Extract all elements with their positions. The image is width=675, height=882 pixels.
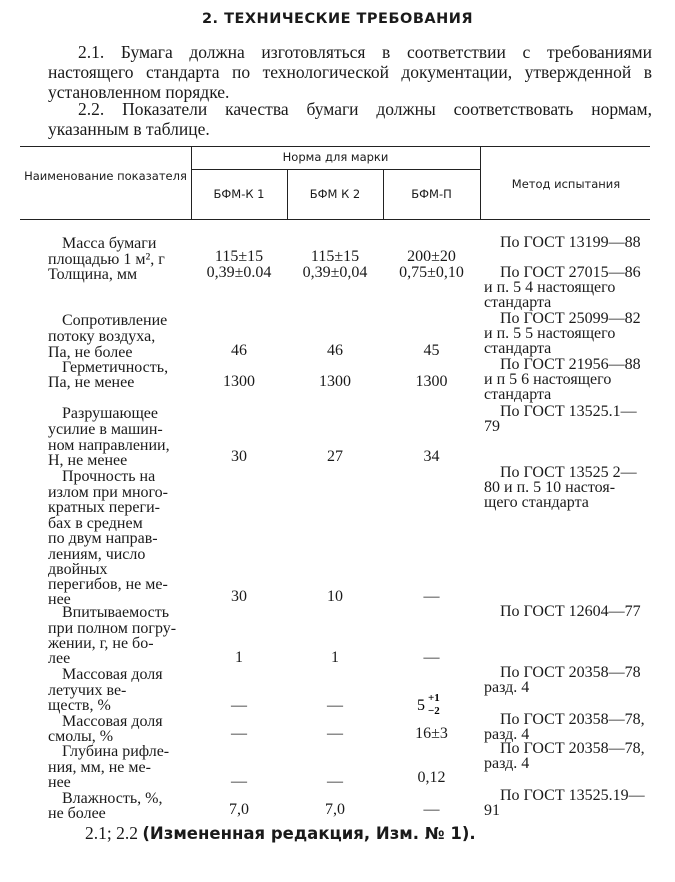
row-folding-strength-name-line: кратных переги- xyxy=(48,499,160,516)
header-grade-bfm-k1: БФМ-К 1 xyxy=(213,187,265,201)
row-corrugation-depth-method: По ГОСТ 20358—78, разд. 4 xyxy=(484,740,645,772)
row-volatiles-value-k1: — xyxy=(231,697,247,714)
row-corrugation-depth-name-line: ния, мм, не ме- xyxy=(48,759,151,776)
row-breaking-force-name-line: Разрушающее xyxy=(62,405,159,422)
row-mass-value-k1: 115±15 xyxy=(214,248,264,265)
row-mass-method: По ГОСТ 13199—88 xyxy=(500,234,641,251)
row-moisture-method: По ГОСТ 13525.19— 91 xyxy=(484,787,645,819)
row-resistance-name-line: потоку воздуха, xyxy=(48,328,156,345)
row-resin-value-k1: — xyxy=(231,725,247,742)
row-absorbency-name-line: жении, г, не бо- xyxy=(48,635,154,652)
table-header-bottom-rule xyxy=(20,219,650,220)
section-title: 2. ТЕХНИЧЕСКИЕ ТРЕБОВАНИЯ xyxy=(201,11,474,27)
row-mass-value-p: 200±20 xyxy=(407,248,456,265)
row-resistance-value-k2: 46 xyxy=(327,342,343,359)
row-folding-strength-value-k2: 10 xyxy=(327,588,343,605)
row-tightness-name-line: Герметичность, xyxy=(62,359,169,376)
row-volatiles-value-p xyxy=(383,690,480,720)
row-breaking-force-value-k1: 30 xyxy=(231,448,247,465)
row-absorbency-value-k1: 1 xyxy=(235,649,243,666)
svg-text:5: 5 xyxy=(417,697,425,714)
row-breaking-force-value-k2: 27 xyxy=(327,448,343,465)
row-volatiles-value-k2: — xyxy=(327,697,343,714)
row-volatiles-method: По ГОСТ 20358—78 разд. 4 xyxy=(484,664,641,696)
row-resistance-method: По ГОСТ 25099—82 и п. 5 5 настоящего стандарта xyxy=(484,310,641,357)
row-breaking-force-name-line: Н, не менее xyxy=(48,452,128,469)
row-resin-method: По ГОСТ 20358—78, разд. 4 xyxy=(484,711,645,743)
row-corrugation-depth-value-k1: — xyxy=(231,773,247,790)
row-thickness-method: По ГОСТ 27015—86 и п. 5 4 настоящего стандарта xyxy=(484,264,641,311)
row-folding-strength-value-p: — xyxy=(423,588,440,605)
row-folding-strength-name-line: излом при много- xyxy=(48,484,168,501)
row-breaking-force-method: По ГОСТ 13525.1— 79 xyxy=(484,403,637,435)
amendment-refs: 2.1; 2.2 xyxy=(85,823,138,843)
row-moisture-value-k1: 7,0 xyxy=(229,801,249,818)
row-folding-strength-name-line: лениям, число xyxy=(48,546,146,563)
row-moisture-name-line: Влажность, %, xyxy=(62,790,163,807)
row-tightness-value-p: 1300 xyxy=(415,373,448,390)
header-test-method: Метод испытания xyxy=(511,177,621,191)
row-absorbency-value-k2: 1 xyxy=(331,649,339,666)
row-thickness-value-p: 0,75±0,10 xyxy=(399,264,464,281)
header-indicator-name: Наименование показателя xyxy=(24,169,187,183)
row-absorbency-name-line: Впитываемость xyxy=(62,604,169,621)
row-moisture-value-k2: 7,0 xyxy=(325,801,345,818)
header-grade-bfm-k2: БФМ К 2 xyxy=(309,187,361,201)
row-tightness-name-line: Па, не менее xyxy=(48,374,135,391)
row-absorbency-name-line: лее xyxy=(48,650,71,667)
paragraph-2-2: 2.2. Показатели качества бумаги должны соответствовать нормам, указанным в таблице. xyxy=(48,99,652,139)
row-folding-strength-name-line: по двум направ- xyxy=(48,530,158,547)
row-volatiles-name-line: Массовая доля xyxy=(62,666,163,683)
row-breaking-force-name-line: усилие в машин- xyxy=(48,421,163,438)
row-folding-strength-method: По ГОСТ 13525 2— 80 и п. 5 10 настоя- щего стандарта xyxy=(484,464,637,511)
row-absorbency-value-p: — xyxy=(423,649,440,666)
row-folding-strength-value-k1: 30 xyxy=(231,588,247,605)
row-folding-strength-name-line: нее xyxy=(48,591,71,608)
svg-text:−2: −2 xyxy=(428,705,440,716)
row-mass-name-line: Масса бумаги xyxy=(62,235,157,252)
row-breaking-force-value-p: 34 xyxy=(423,448,440,465)
row-tightness-method: По ГОСТ 21956—88 и п 5 6 настоящего стандарта xyxy=(484,356,641,403)
row-moisture-value-p: — xyxy=(423,801,440,818)
row-resin-value-k2: — xyxy=(327,725,343,742)
row-thickness-value-k1: 0,39±0.04 xyxy=(206,264,272,281)
header-norm-group: Норма для марки xyxy=(282,150,389,164)
row-tightness-value-k1: 1300 xyxy=(223,373,255,390)
row-resistance-name-line: Сопротивление xyxy=(62,312,168,329)
row-moisture-name-line: не более xyxy=(48,805,106,822)
row-resistance-name-line: Па, не более xyxy=(48,344,133,361)
volatiles-tolerance-formula xyxy=(383,690,480,716)
row-resin-name-line: смолы, % xyxy=(48,728,114,745)
row-mass-value-k2: 115±15 xyxy=(310,248,360,265)
row-resistance-value-k1: 46 xyxy=(231,342,247,359)
table-top-rule xyxy=(20,146,650,147)
amendment-text: (Измененная редакция, Изм. № 1). xyxy=(142,824,476,843)
row-folding-strength-name-line: двойных xyxy=(48,561,108,578)
row-absorbency-name-line: при полном погру- xyxy=(48,620,177,637)
paragraph-2-1: 2.1. Бумага должна изготовляться в соответствии с требованиями настоящего стандарта по технологической документации, утвержденной в установленном порядке. xyxy=(48,42,652,102)
amendment-note xyxy=(85,823,476,844)
row-absorbency-method: По ГОСТ 12604—77 xyxy=(500,603,641,620)
header-grade-bfm-p: БФМ-П xyxy=(411,187,452,201)
row-tightness-value-k2: 1300 xyxy=(319,373,351,390)
row-corrugation-depth-value-p: 0,12 xyxy=(417,769,446,786)
row-volatiles-name-line: ществ, % xyxy=(48,697,111,714)
row-corrugation-depth-value-k2: — xyxy=(327,773,343,790)
row-corrugation-depth-name-line: нее xyxy=(48,774,71,791)
row-resin-name-line: Массовая доля xyxy=(62,713,163,730)
row-thickness-name-line: Толщина, мм xyxy=(48,266,138,283)
row-thickness-value-k2: 0,39±0,04 xyxy=(302,264,368,281)
svg-text:+1: +1 xyxy=(428,692,440,704)
row-folding-strength-name-line: Прочность на xyxy=(62,468,156,485)
norm-group-rule xyxy=(191,169,480,170)
row-volatiles-name-line: летучих ве- xyxy=(48,682,127,699)
row-mass-name-line: площадью 1 м², г xyxy=(48,251,165,268)
row-resistance-value-p: 45 xyxy=(423,342,440,359)
row-resin-value-p: 16±3 xyxy=(415,725,448,742)
row-corrugation-depth-name-line: Глубина рифле- xyxy=(62,743,170,760)
row-folding-strength-name-line: бах в среднем xyxy=(48,515,143,532)
row-folding-strength-name-line: перегибов, не ме- xyxy=(48,576,168,593)
row-breaking-force-name-line: ном направлении, xyxy=(48,437,170,454)
